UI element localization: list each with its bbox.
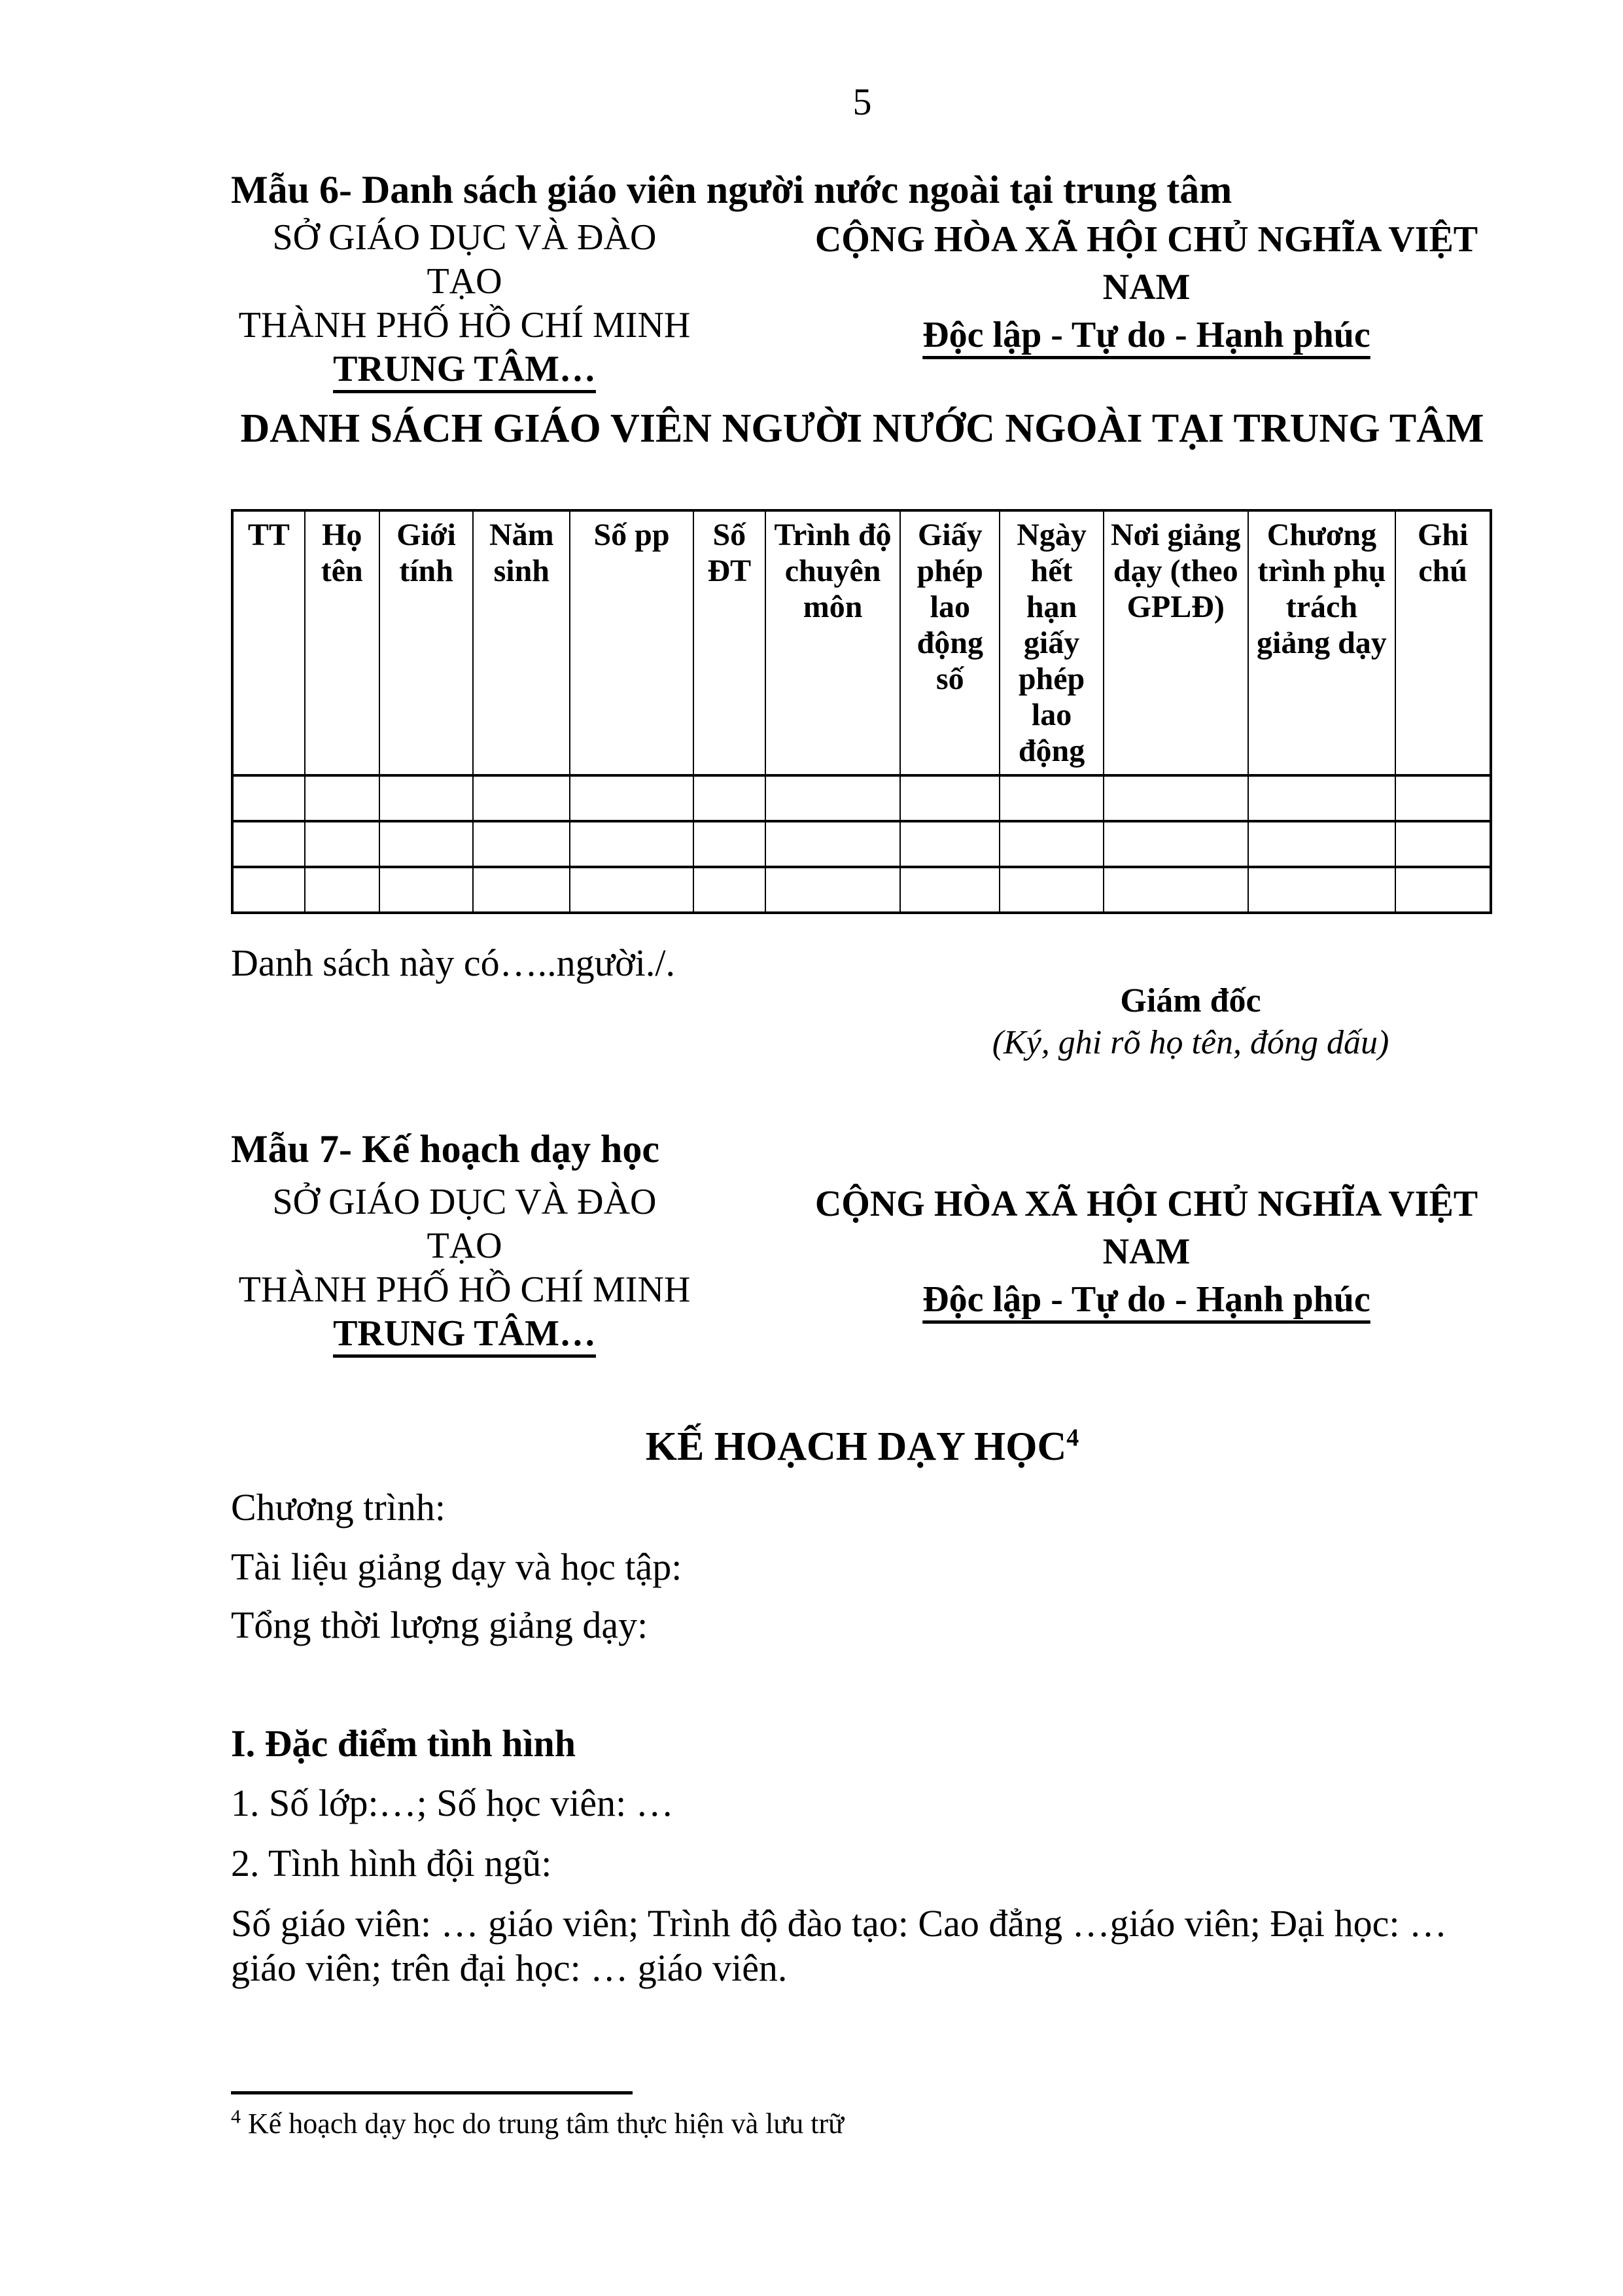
org-name-line1: SỞ GIÁO DỤC VÀ ĐÀO TẠO: [272, 1182, 657, 1266]
table-cell: [570, 867, 693, 913]
org-name-line3: TRUNG TÂM…: [333, 349, 596, 389]
column-header-ghi-chu: Ghi chú: [1395, 510, 1491, 775]
table-cell: [765, 821, 901, 867]
form6-org-block: [236, 216, 693, 391]
column-header-ngay-het-han: Ngày hết hạn giấy phép lao động: [1000, 510, 1104, 775]
foreign-teacher-table: [231, 509, 1492, 914]
form7-line-program: Chương trình:: [231, 1486, 445, 1528]
table-cell: [570, 775, 693, 821]
column-header-tt: TT: [232, 510, 305, 775]
table-cell: [693, 821, 765, 867]
form7-section1-item2-detail: Số giáo viên: … giáo viên; Trình độ đào tạo: Cao đẳng …giáo viên; Đại học: … giáo viên; trên đại học: … giáo viên.: [231, 1902, 1448, 1989]
table-cell: [1395, 867, 1491, 913]
column-header-chuong-trinh: Chương trình phụ trách giảng dạy: [1248, 510, 1396, 775]
form7-line-duration: Tổng thời lượng giảng dạy:: [231, 1604, 648, 1646]
table-cell: [473, 821, 570, 867]
table-cell: [379, 821, 474, 867]
column-header-trinh-do: Trình độ chuyên môn: [765, 510, 901, 775]
table-cell: [305, 775, 379, 821]
table-cell: [1248, 821, 1396, 867]
national-motto-line1: CỘNG HÒA XÃ HỘI CHỦ NGHĨA VIỆT NAM: [814, 1184, 1478, 1272]
national-motto-line2: Độc lập - Tự do - Hạnh phúc: [922, 315, 1370, 355]
table-cell: [232, 821, 305, 867]
signature-note: (Ký, ghi rõ họ tên, đóng dấu): [992, 1024, 1389, 1061]
form7-title: [232, 1424, 1492, 1470]
form7-title-footnote-ref: 4: [1066, 1424, 1079, 1452]
table-cell: [1248, 775, 1396, 821]
page-number: 5: [852, 80, 872, 123]
table-cell: [1104, 775, 1248, 821]
table-cell: [232, 775, 305, 821]
column-header-so-pp: Số pp: [570, 510, 693, 775]
form7-section1-heading: I. Đặc điểm tình hình: [231, 1722, 576, 1765]
column-header-giay-phep: Giấy phép lao động số: [900, 510, 1000, 775]
form6-title: DANH SÁCH GIÁO VIÊN NGƯỜI NƯỚC NGOÀI TẠI TRUNG TÂM: [240, 406, 1484, 451]
table-cell: [900, 821, 1000, 867]
table-row: [232, 867, 1491, 913]
org-name-line1: SỞ GIÁO DỤC VÀ ĐÀO TẠO: [272, 217, 657, 302]
table-cell: [1395, 821, 1491, 867]
table-cell: [1248, 867, 1396, 913]
footnote-text: Kế hoạch dạy học do trung tâm thực hiện và lưu trữ: [248, 2108, 844, 2140]
org-name-line2: THÀNH PHỐ HỒ CHÍ MINH: [238, 1269, 691, 1310]
form6-national-block: [788, 216, 1505, 359]
table-cell: [765, 867, 901, 913]
table-cell: [473, 775, 570, 821]
signature-title: Giám đốc: [1120, 982, 1261, 1019]
form6-heading: Mẫu 6- Danh sách giáo viên người nước ngoài tại trung tâm: [231, 168, 1232, 211]
table-cell: [232, 867, 305, 913]
form7-title-text: KẾ HOẠCH DẠY HỌC: [645, 1424, 1067, 1469]
form6-signature-block: [864, 980, 1518, 1064]
table-cell: [305, 821, 379, 867]
table-cell: [1104, 867, 1248, 913]
table-cell: [379, 775, 474, 821]
national-motto-line1: CỘNG HÒA XÃ HỘI CHỦ NGHĨA VIỆT NAM: [814, 219, 1478, 308]
column-header-noi-giang-day: Nơi giảng dạy (theo GPLĐ): [1104, 510, 1248, 775]
form7-section1-item2: 2. Tình hình đội ngũ:: [231, 1842, 552, 1884]
form7-national-block: [788, 1180, 1505, 1324]
table-cell: [1000, 867, 1104, 913]
table-cell: [900, 867, 1000, 913]
table-cell: [305, 867, 379, 913]
form7-section1-item1: 1. Số lớp:…; Số học viên: …: [231, 1782, 674, 1824]
column-header-nam-sinh: Năm sinh: [473, 510, 570, 775]
form7-org-block: [236, 1180, 693, 1356]
footnote: [231, 2107, 844, 2140]
table-cell: [1000, 775, 1104, 821]
table-row: [232, 821, 1491, 867]
table-row: [232, 775, 1491, 821]
table-cell: [765, 775, 901, 821]
table-cell: [900, 775, 1000, 821]
form7-line-materials: Tài liệu giảng dạy và học tập:: [231, 1545, 682, 1588]
table-cell: [1000, 821, 1104, 867]
table-cell: [693, 867, 765, 913]
table-header-row: [232, 510, 1491, 775]
national-motto-line2: Độc lập - Tự do - Hạnh phúc: [922, 1279, 1370, 1320]
form6-summary: Danh sách này có…..người./.: [231, 942, 676, 984]
table-cell: [473, 867, 570, 913]
footnote-marker: 4: [231, 2106, 241, 2128]
footnote-separator: [231, 2091, 633, 2094]
column-header-ho-ten: Họ tên: [305, 510, 379, 775]
table-cell: [570, 821, 693, 867]
org-name-line3: TRUNG TÂM…: [333, 1313, 596, 1354]
column-header-gioi-tinh: Giới tính: [379, 510, 474, 775]
table-cell: [379, 867, 474, 913]
table-cell: [1104, 821, 1248, 867]
org-name-line2: THÀNH PHỐ HỒ CHÍ MINH: [238, 305, 691, 345]
column-header-so-dt: Số ĐT: [693, 510, 765, 775]
form7-heading: Mẫu 7- Kế hoạch dạy học: [231, 1127, 660, 1171]
table-cell: [1395, 775, 1491, 821]
table-cell: [693, 775, 765, 821]
